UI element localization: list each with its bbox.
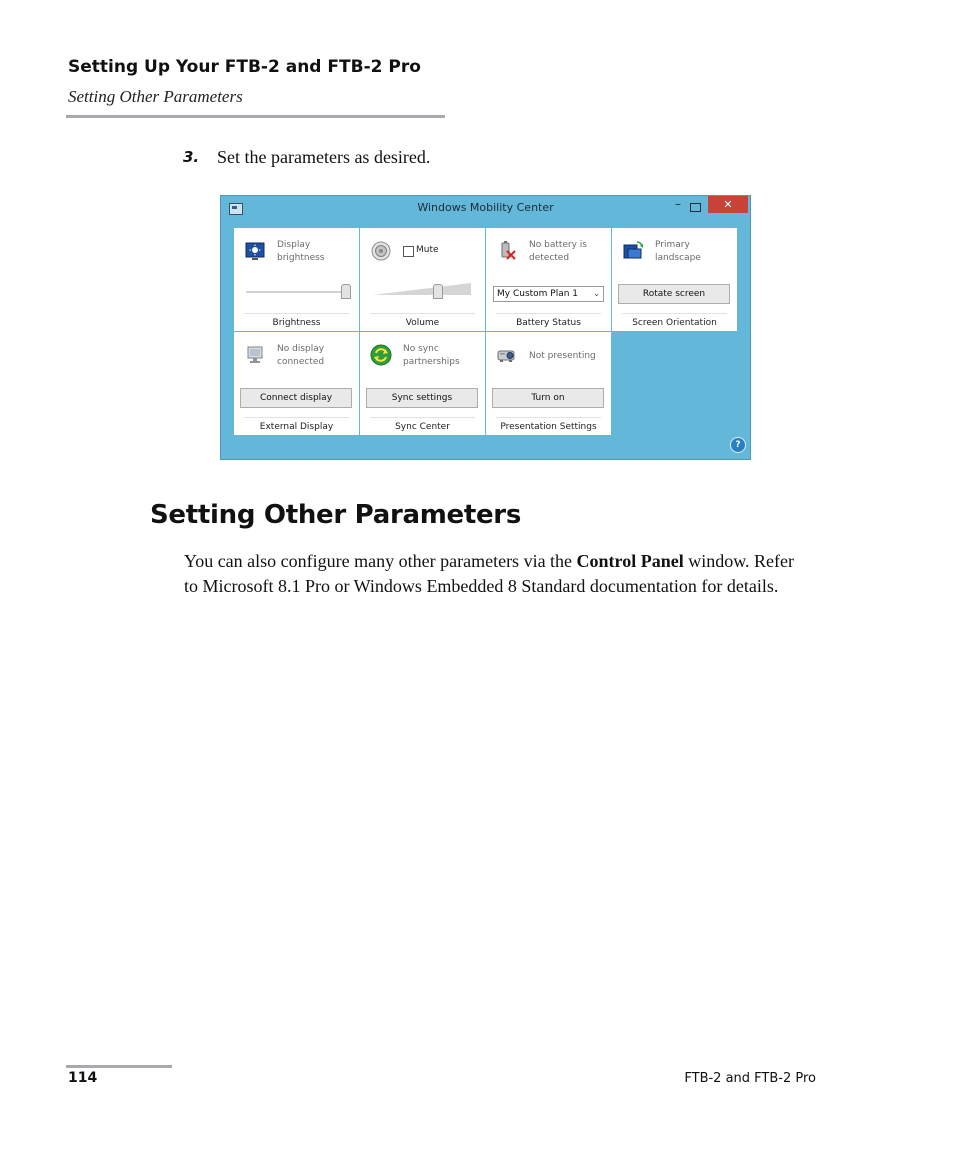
- header-rule: [66, 115, 445, 118]
- page-number: 114: [68, 1070, 98, 1086]
- tile-brightness: [234, 228, 359, 331]
- battery-plug-icon: [496, 240, 518, 262]
- brightness-status: Display brightness: [277, 240, 325, 263]
- external-display-status: No display connected: [277, 344, 325, 367]
- battery-tile-name: Battery Status: [516, 318, 581, 328]
- tile-separator: [244, 417, 349, 418]
- presentation-tile-name: Presentation Settings: [500, 422, 597, 432]
- brightness-slider-thumb[interactable]: [341, 284, 351, 299]
- mute-label: Mute: [416, 245, 439, 255]
- sync-settings-button[interactable]: Sync settings: [366, 388, 478, 408]
- orientation-status: Primary landscape: [655, 240, 701, 263]
- tile-presentation-settings: [486, 332, 611, 435]
- speaker-icon: [370, 240, 392, 262]
- mute-checkbox[interactable]: [403, 246, 414, 257]
- running-header-subtitle: Setting Other Parameters: [68, 87, 243, 106]
- monitor-icon: [244, 344, 266, 366]
- volume-slider-thumb[interactable]: [433, 284, 443, 299]
- footer-doc-title: FTB-2 and FTB-2 Pro: [684, 1071, 816, 1086]
- volume-tile-name: Volume: [405, 318, 440, 328]
- external-display-tile-name: External Display: [259, 422, 334, 432]
- tile-sync-center: [360, 332, 485, 435]
- sync-status: No sync partnerships: [403, 344, 460, 367]
- mobility-center-screenshot: [220, 195, 751, 460]
- brightness-slider-track[interactable]: [246, 291, 346, 293]
- step-number: 3.: [183, 148, 200, 166]
- tile-volume: [360, 228, 485, 331]
- sync-icon: [370, 344, 392, 366]
- orientation-tile-name: Screen Orientation: [632, 318, 717, 328]
- step-text: Set the parameters as desired.: [217, 147, 431, 167]
- power-plan-dropdown[interactable]: [493, 286, 604, 302]
- section-heading: Setting Other Parameters: [150, 500, 522, 530]
- connect-display-button[interactable]: Connect display: [240, 388, 352, 408]
- running-header-title: Setting Up Your FTB-2 and FTB-2 Pro: [68, 57, 421, 77]
- body-text-end: window. Refer to Microsoft 8.1 Pro or Windows Embedded 8 Standard documentation for details.: [184, 551, 795, 596]
- tile-external-display: [234, 332, 359, 435]
- tile-separator: [244, 313, 349, 314]
- presentation-status: Not presenting: [529, 351, 596, 361]
- tile-screen-orientation: [612, 228, 737, 331]
- volume-slider-track[interactable]: [373, 283, 471, 295]
- brightness-tile-name: Brightness: [272, 318, 321, 328]
- projector-icon: [496, 344, 518, 366]
- rotate-screen-icon: [622, 240, 644, 262]
- section-body: [184, 549, 804, 598]
- help-icon[interactable]: ?: [730, 437, 746, 453]
- control-panel-term: Control Panel: [576, 551, 684, 571]
- sync-tile-name: Sync Center: [395, 422, 450, 432]
- battery-status: No battery is detected: [529, 240, 587, 263]
- power-plan-value: My Custom Plan 1: [497, 289, 579, 299]
- tile-separator: [370, 313, 475, 314]
- display-brightness-icon: [244, 240, 266, 262]
- minimize-button[interactable]: –: [675, 197, 681, 211]
- tile-separator: [496, 417, 601, 418]
- body-text-start: You can also configure many other parameters via the: [184, 551, 577, 571]
- tile-separator: [622, 313, 727, 314]
- close-button[interactable]: ✕: [708, 196, 748, 213]
- turn-on-button[interactable]: Turn on: [492, 388, 604, 408]
- tile-separator: [496, 313, 601, 314]
- window-title: Windows Mobility Center: [417, 201, 554, 214]
- tile-separator: [370, 417, 475, 418]
- footer-rule: [66, 1065, 172, 1068]
- tile-battery: [486, 228, 611, 331]
- maximize-button[interactable]: [690, 203, 701, 212]
- rotate-screen-button[interactable]: Rotate screen: [618, 284, 730, 304]
- chevron-down-icon: ⌄: [593, 289, 600, 298]
